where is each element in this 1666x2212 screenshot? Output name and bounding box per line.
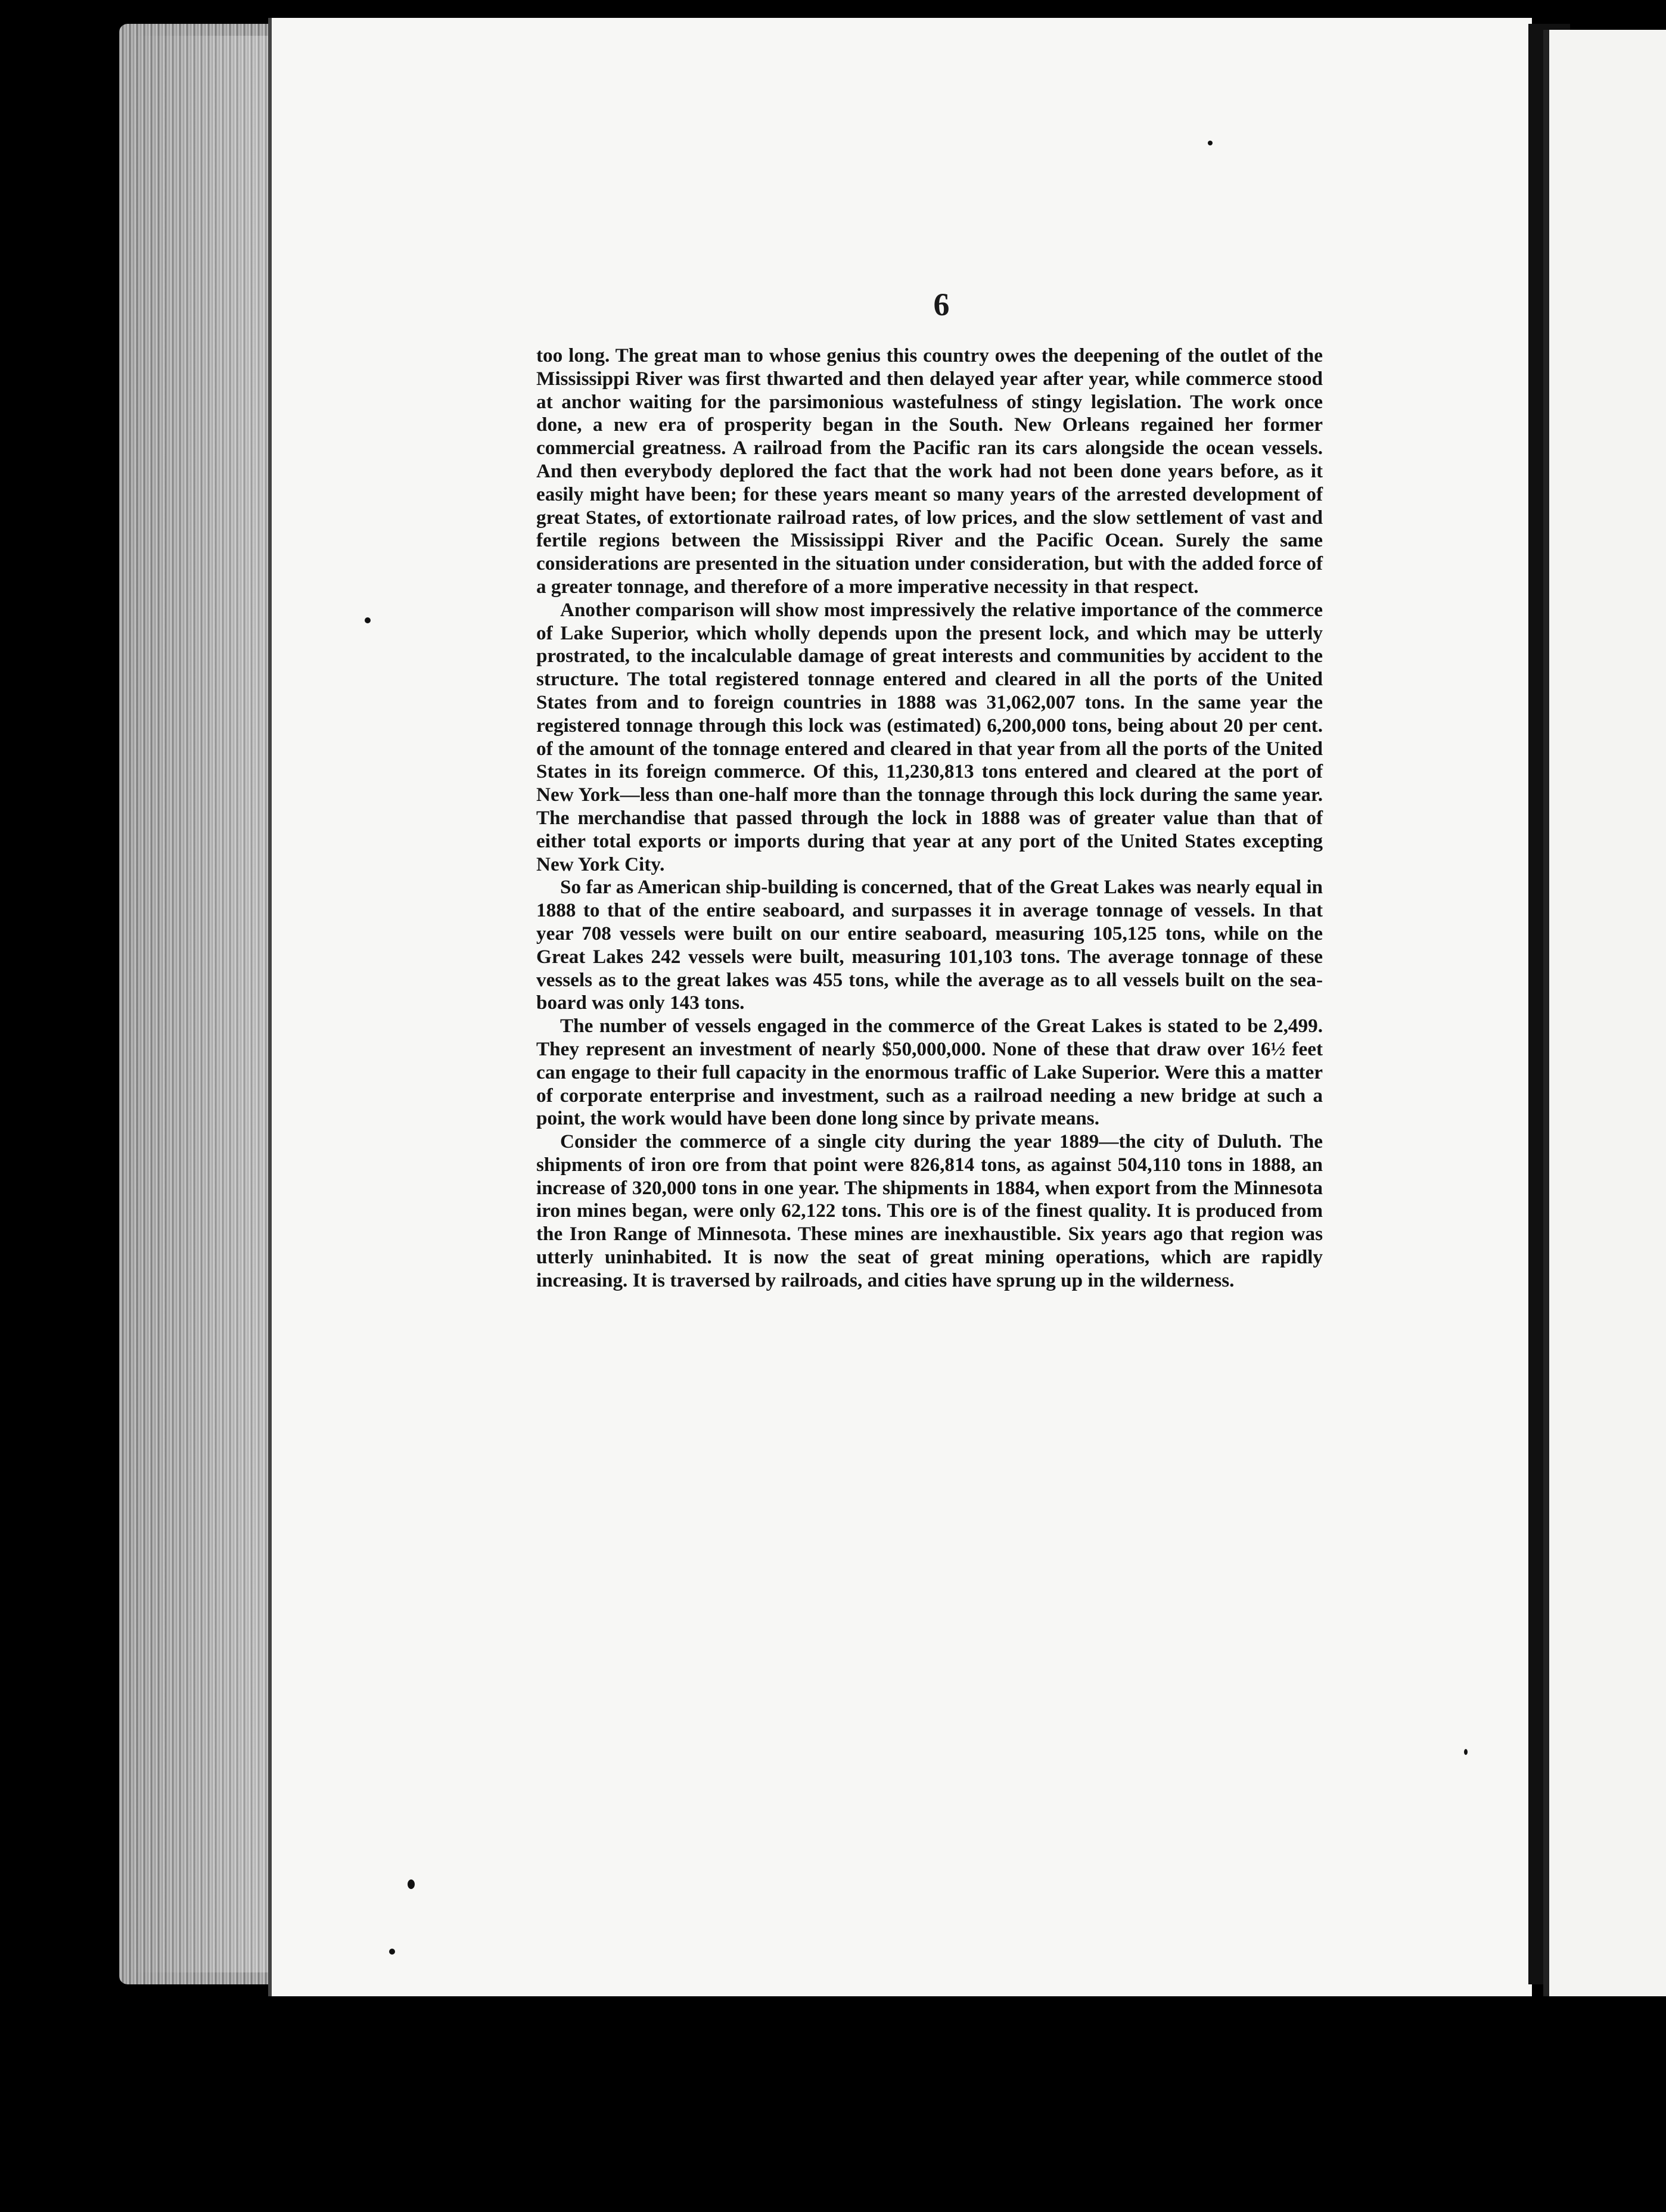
ink-speck <box>389 1949 395 1955</box>
ink-speck <box>1208 141 1213 145</box>
paragraph: So far as American ship-building is concerned, that of the Great Lakes was nearly equal in 1888 to that of the entire seaboard, and surpasses it in average tonnage of vessels. In that year 708 vessels were built on our entire seaboard, measuring 105,125 tons, while on the Great Lakes 242 vessels were built, measuring 101,103 tons. The average tonnage of these vessels as to the great lakes was 455 tons, while the average as to all vessels built on the sea-board was only 143 tons. <box>536 876 1323 1014</box>
paragraph: Consider the commerce of a single city during the year 1889—the city of Duluth. The shipments of iron ore from that point were 826,814 tons, as against 504,110 tons in 1888, an increase of 320,000 tons in one year. The shipments in 1884, when export from the Minnesota iron mines began, were only 62,122 tons. This ore is of the finest quality. It is produced from the Iron Range of Minnesota. These mines are inexhaustible. Six years ago that region was utterly uninhabited. It is now the seat of great mining operations, which are rapidly increasing. It is traversed by railroads, and cities have sprung up in the wilderness. <box>536 1130 1323 1291</box>
ink-speck <box>365 617 371 623</box>
page-number: 6 <box>933 287 950 322</box>
paragraph: The number of vessels engaged in the commerce of the Great Lakes is stated to be 2,499. They represent an investment of nearly $50,000,000. None of these that draw over 16½ feet can engage to their full capacity in the enormous traffic of Lake Superior. Were this a matter of corporate enterprise and investment, such as a railroad needing a new bridge at such a point, the work would have been done long since by private means. <box>536 1015 1323 1130</box>
facing-page-edge <box>1543 30 1666 1996</box>
paragraph: Another comparison will show most impressively the relative importance of the commerce of Lake Superior, which wholly depends upon the present lock, and which may be utterly prostrated, to the incalculable damage of great interests and communities by accident to the structure. The total registered tonnage entered and cleared in all the ports of the United States from and to foreign countries in 1888 was 31,062,007 tons. In the same year the registered tonnage through this lock was (estimated) 6,200,000 tons, being about 20 per cent. of the amount of the tonnage entered and cleared in that year from all the ports of the United States in its foreign commerce. Of this, 11,230,813 tons entered and cleared at the port of New York—less than one-half more than the tonnage through this lock during the same year. The merchandise that passed through the lock in 1888 was of greater value than that of either total exports or imports during that year at any port of the United States excepting New York City. <box>536 598 1323 875</box>
ink-speck <box>408 1879 415 1889</box>
page-body <box>536 344 1323 1293</box>
paragraph: too long. The great man to whose genius this country owes the deepening of the outlet of the Mississippi River was first thwarted and then delayed year after year, while commerce stood at anchor waiting for the parsimonious wastefulness of stingy legislation. The work once done, a new era of prosperity began in the South. New Orleans regained her former commercial greatness. A railroad from the Pacific ran its cars alongside the ocean vessels. And then everybody deplored the fact that the work had not been done years before, as it easily might have been; for these years meant so many years of the arrested development of great States, of extortionate railroad rates, of low prices, and the slow settlement of vast and fertile regions between the Mississippi River and the Pacific Ocean. Surely the same considerations are presented in the situation under consideration, but with the added force of a greater tonnage, and therefore of a more imperative necessity in that respect. <box>536 344 1323 598</box>
ink-speck <box>1464 1749 1468 1755</box>
